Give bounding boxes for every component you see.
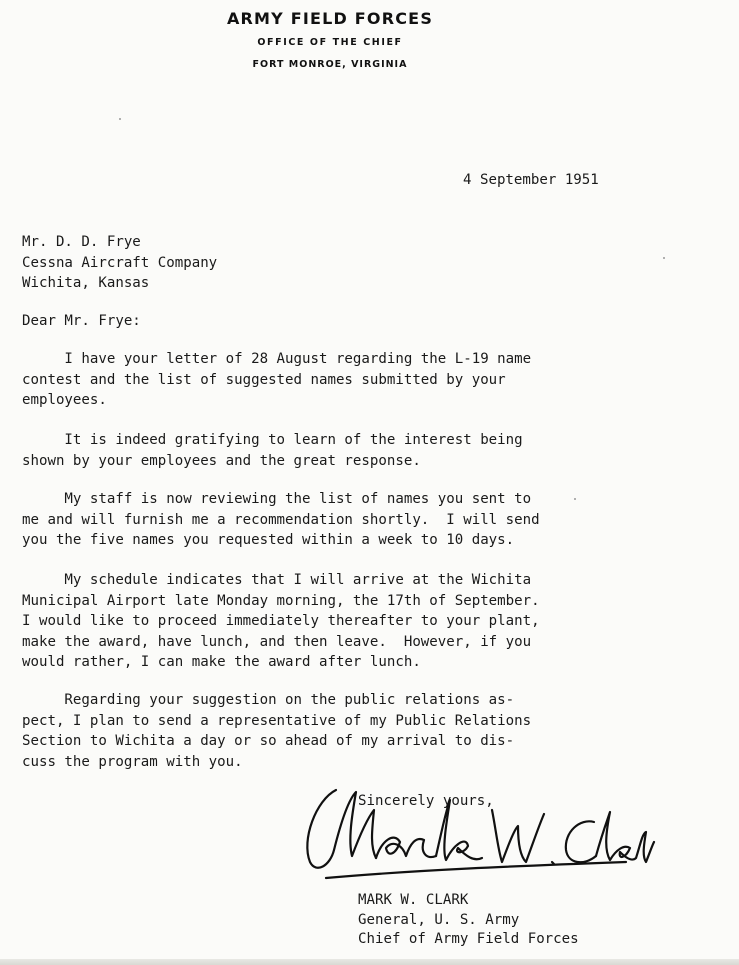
paragraph-line: me and will furnish me a recommendation shortly. I will send — [22, 511, 540, 528]
recipient-name: Mr. D. D. Frye — [22, 234, 141, 250]
paragraph-line: you the five names you requested within a week to 10 days. — [22, 532, 515, 548]
paragraph-line: shown by your employees and the great response. — [22, 452, 421, 469]
handwritten-signature — [296, 770, 656, 890]
paragraph-line: I have your letter of 28 August regarding the L-19 name — [22, 351, 532, 367]
signature-block — [358, 891, 579, 950]
letterhead-location: FORT MONROE, VIRGINIA — [252, 59, 408, 70]
paper-bottom-edge — [0, 959, 739, 965]
paragraph-line: make the award, have lunch, and then leave. However, if you — [22, 633, 532, 650]
paragraph-line: I would like to proceed immediately thereafter to your plant, — [22, 613, 540, 629]
paragraph-line: would rather, I can make the award after lunch. — [22, 654, 421, 670]
letterhead-organization: ARMY FIELD FORCES — [226, 9, 434, 28]
paragraph-line: cuss the program with you. — [22, 753, 243, 770]
letterhead-office: OFFICE OF THE CHIEF — [257, 37, 403, 48]
paragraph-line: Municipal Airport late Monday morning, the 17th of September. — [22, 592, 540, 609]
paragraph-line: contest and the list of suggested names submitted by your — [22, 371, 506, 388]
signer-name: MARK W. CLARK — [358, 892, 469, 908]
salutation: Dear Mr. Frye: — [22, 313, 141, 329]
paragraph-line: My schedule indicates that I will arrive at the Wichita — [22, 572, 532, 588]
recipient-address — [22, 232, 217, 294]
paragraph-line: My staff is now reviewing the list of names you sent to — [22, 491, 532, 507]
signer-title: Chief of Army Field Forces — [358, 931, 579, 947]
paragraph-5 — [22, 690, 531, 772]
paragraph-1 — [22, 349, 531, 411]
closing: Sincerely yours, — [358, 793, 494, 809]
paper-speck — [663, 257, 665, 259]
paragraph-line: employees. — [22, 392, 107, 408]
paragraph-line: Regarding your suggestion on the public relations as- — [22, 692, 515, 708]
paper-speck — [119, 118, 121, 120]
recipient-city: Wichita, Kansas — [22, 275, 150, 291]
paragraph-line: pect, I plan to send a representative of my Public Relations — [22, 712, 532, 729]
letter-date: 4 September 1951 — [463, 172, 599, 188]
paper-speck — [574, 498, 576, 500]
paragraph-4 — [22, 570, 540, 673]
paragraph-2 — [22, 430, 523, 471]
paragraph-line: Section to Wichita a day or so ahead of my arrival to dis- — [22, 733, 515, 749]
paragraph-3 — [22, 489, 540, 551]
signer-rank: General, U. S. Army — [358, 911, 520, 928]
recipient-company: Cessna Aircraft Company — [22, 254, 218, 271]
paragraph-line: It is indeed gratifying to learn of the interest being — [22, 432, 523, 448]
